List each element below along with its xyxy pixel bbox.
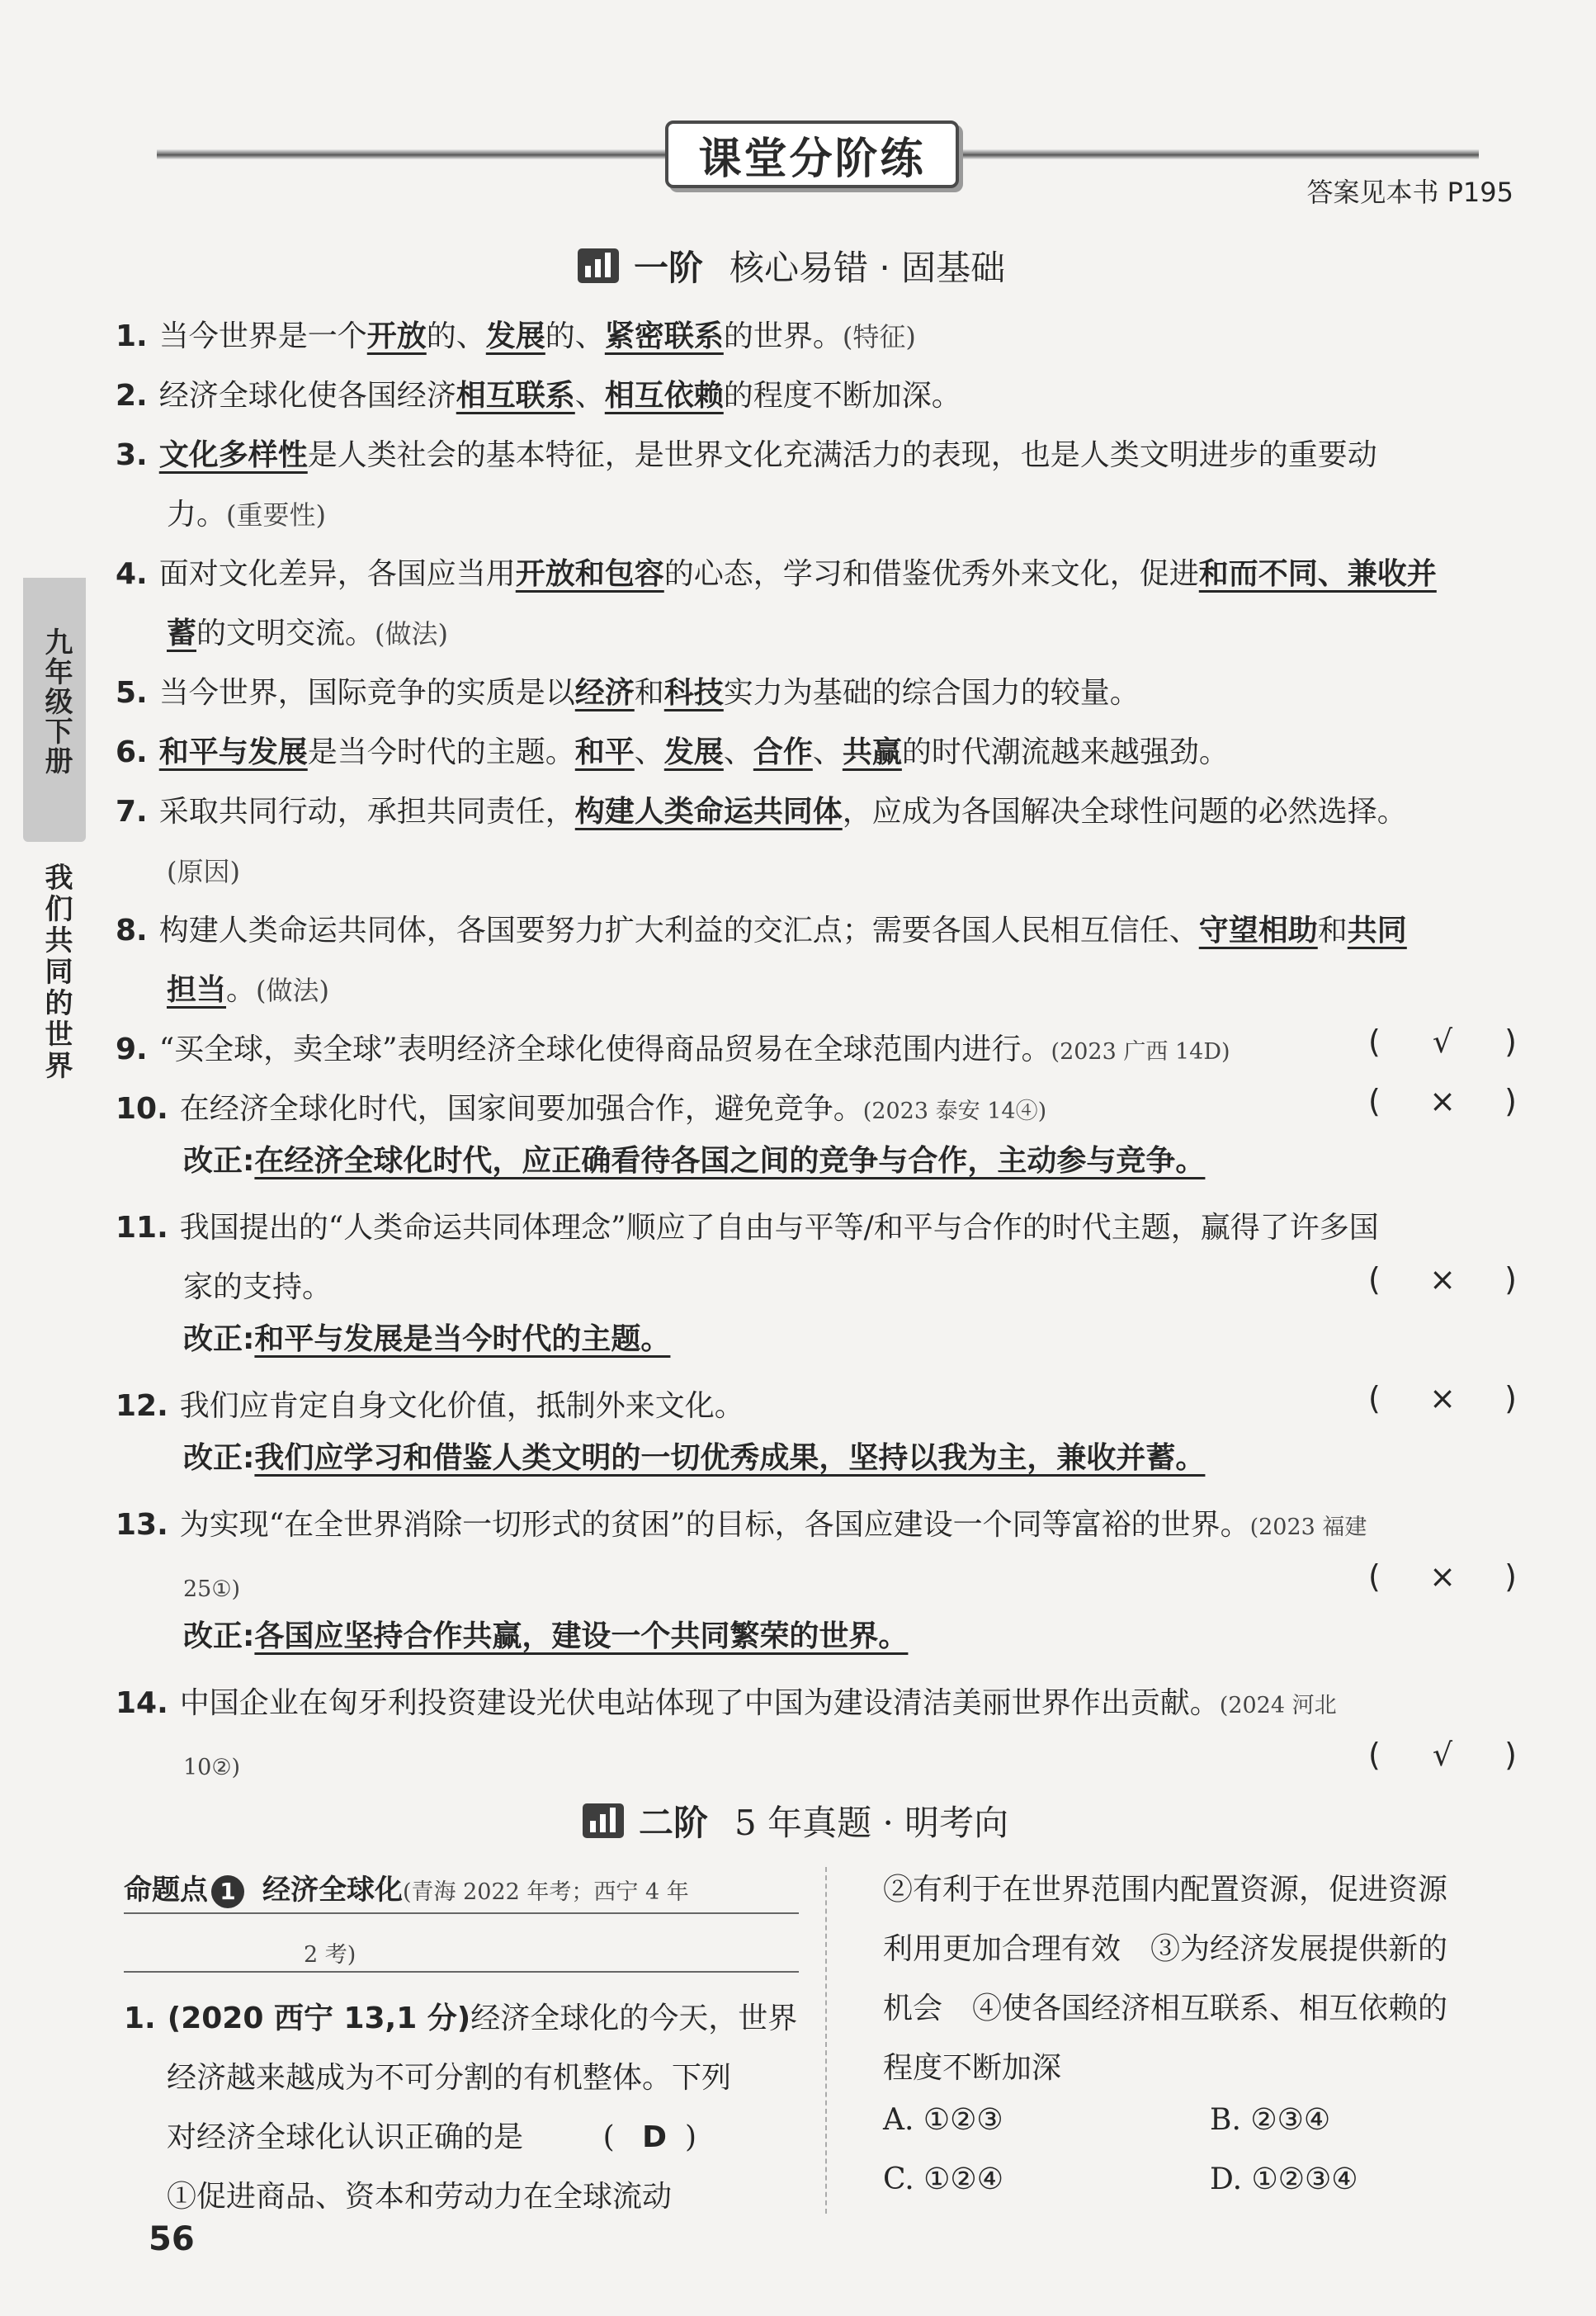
option-c: C. ①②④ (883, 2162, 1003, 2196)
section-tier2-heading (583, 1796, 1008, 1846)
tier-title: 核心易错 · 固基础 (730, 248, 1006, 288)
correction-11: 改正:和平与发展是当今时代的主题。 (183, 1322, 671, 1356)
page-number: 56 (149, 2220, 195, 2258)
question-1: 1. 当今世界是一个开放的、发展的、紧密联系的世界。(特征) (116, 319, 916, 353)
banner-rule-left (157, 149, 665, 159)
page-title: 课堂分阶练 (665, 121, 959, 188)
answer-mark-11: ( × ) (1368, 1261, 1517, 1297)
question-14: 14. 中国企业在匈牙利投资建设光伏电站体现了中国为建设清洁美丽世界作出贡献。(2024 河北 10②) (116, 1686, 1337, 1780)
answer-mark-12: ( × ) (1368, 1380, 1517, 1416)
question-2: 2. 经济全球化使各国经济相互联系、相互依赖的程度不断加深。 (116, 379, 961, 413)
column-divider (825, 1867, 827, 2214)
section-tier1-heading (578, 241, 1005, 291)
question-10: 10. 在经济全球化时代，国家间要加强合作，避免竞争。(2023 泰安 14④) (116, 1092, 1047, 1126)
correction-10: 改正:在经济全球化时代，应正确看待各国之间的竞争与合作，主动参与竞争。 (183, 1144, 1206, 1178)
bar-chart-icon (578, 248, 619, 283)
question-9: 9. “买全球，卖全球”表明经济全球化使得商品贸易在全球范围内进行。(2023 广西 14D) (116, 1033, 1230, 1066)
option-b: B. ②③④ (1210, 2103, 1331, 2137)
mcq-1-answer: D (642, 2120, 667, 2154)
answer-reference: 答案见本书 P195 (1306, 177, 1513, 208)
banner-rule-right (959, 149, 1479, 159)
answer-mark-10: ( × ) (1368, 1083, 1517, 1119)
question-3: 3. 文化多样性是人类社会的基本特征，是世界文化充满活力的表现，也是人类文明进步的重要动 力。(重要性) (116, 438, 1377, 532)
option-d: D. ①②③④ (1210, 2162, 1358, 2196)
bar-chart-icon (583, 1803, 624, 1838)
correction-13: 改正:各国应坚持合作共赢，建设一个共同繁荣的世界。 (183, 1619, 909, 1653)
question-11: 11. 我国提出的“人类命运共同体理念”顺应了自由与平等/和平与合作的时代主题，赢得了许多国 家的支持。 (116, 1211, 1379, 1304)
topic-source-cont: 2 考) (304, 1942, 357, 1968)
question-6: 6. 和平与发展是当今时代的主题。和平、发展、合作、共赢的时代潮流越来越强劲。 (116, 735, 1229, 769)
question-8: 8. 构建人类命运共同体，各国要努力扩大利益的交汇点；需要各国人民相互信任、守望相助和共同 担当。(做法) (116, 914, 1407, 1007)
mcq-1-statements: ②有利于在世界范围内配置资源，促进资源 利用更加合理有效 ③为经济发展提供新的 机会 ④使各国经济相互联系、相互依赖的 程度不断加深 (883, 1873, 1448, 2085)
side-unit-label: 我们共同的世界 (40, 863, 73, 1082)
topic-label: 命题点 (124, 1874, 208, 1907)
question-7: 7. 采取共同行动，承担共同责任，构建人类命运共同体，应成为各国解决全球性问题的必然选择。 (原因) (116, 795, 1407, 887)
topic-header (124, 1867, 799, 1908)
correction-12: 改正:我们应学习和借鉴人类文明的一切优秀成果，坚持以我为主，兼收并蓄。 (183, 1441, 1206, 1475)
tier-title: 5 年真题 · 明考向 (734, 1803, 1009, 1843)
question-5: 5. 当今世界，国际竞争的实质是以经济和科技实力为基础的综合国力的较量。 (116, 676, 1140, 710)
question-4: 4. 面对文化差异，各国应当用开放和包容的心态，学习和借鉴优秀外来文化，促进和而不同、兼收并 蓄的文明交流。(做法) (116, 557, 1437, 650)
topic-rule-2 (124, 1971, 799, 1973)
option-a: A. ①②③ (883, 2103, 1003, 2137)
tier-label: 一阶 (634, 248, 704, 288)
topic-number-badge: 1 (211, 1875, 244, 1908)
tier-label: 二阶 (639, 1803, 709, 1843)
topic-title: 经济全球化 (262, 1874, 403, 1907)
topic-rule-1 (124, 1912, 799, 1914)
question-13: 13. 为实现“在全世界消除一切形式的贫困”的目标，各国应建设一个同等富裕的世界。(2023 福建 25①) (116, 1508, 1367, 1602)
answer-mark-9: ( √ ) (1368, 1023, 1517, 1060)
answer-mark-14: ( √ ) (1368, 1737, 1517, 1773)
answer-mark-13: ( × ) (1368, 1558, 1517, 1595)
question-12: 12. 我们应肯定自身文化价值，抵制外来文化。 (116, 1389, 744, 1423)
mcq-1-stem: 1. (2020 西宁 13,1 分)经济全球化的今天，世界 经济越来越成为不可分割的有机整体。下列 对经济全球化认识正确的是 ( D ) ①促进商品、资本和劳动力在全球流动 (124, 2002, 798, 2214)
side-grade-label: 九年级下册 (40, 627, 73, 776)
topic-source: (青海 2022 年考；西宁 4 年 (403, 1879, 689, 1905)
